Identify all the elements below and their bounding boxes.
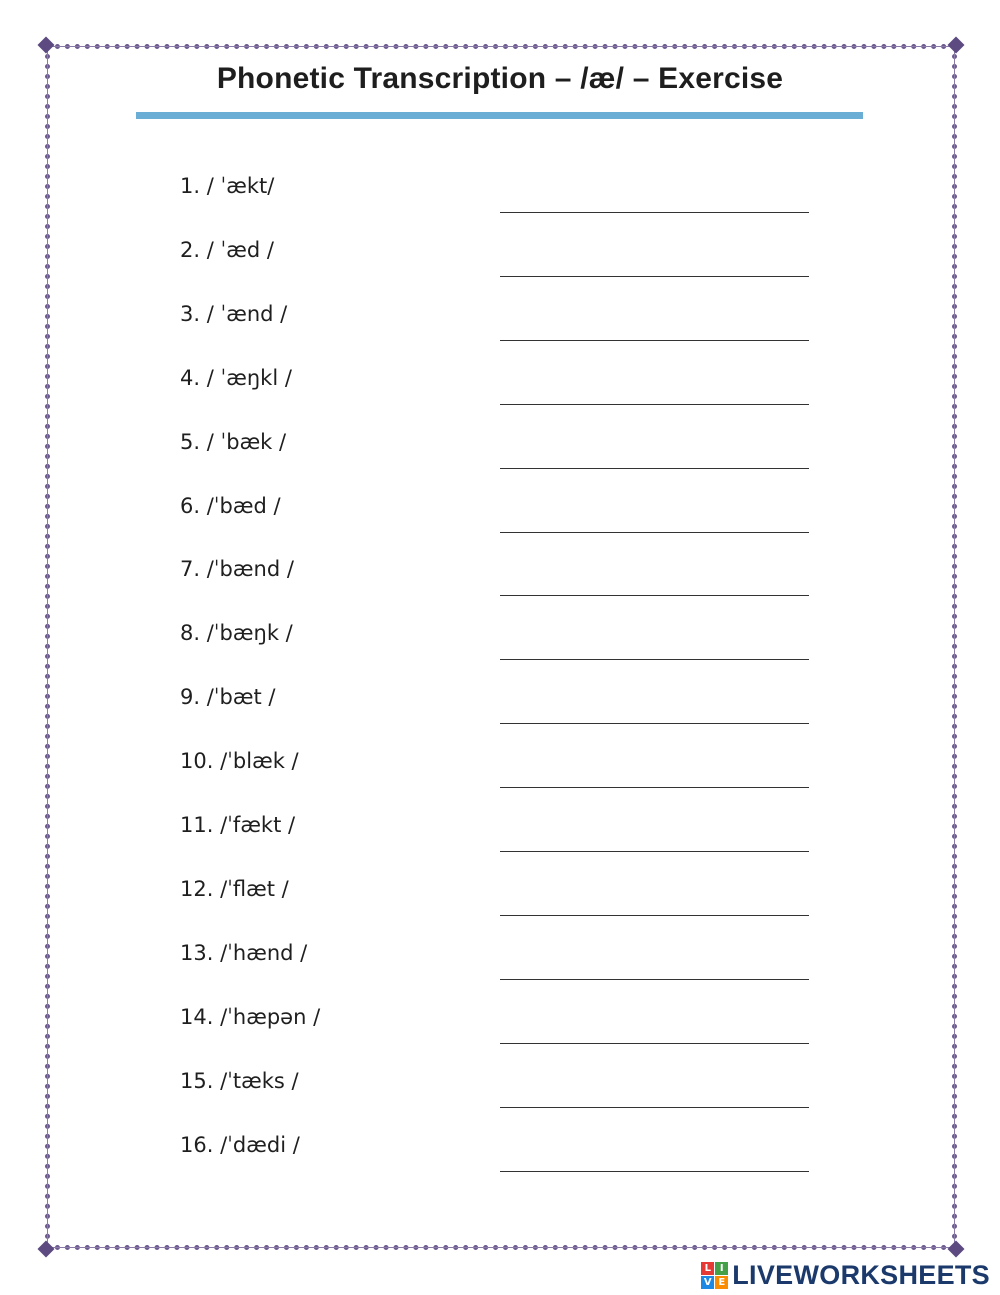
answer-field[interactable] <box>500 1083 809 1108</box>
liveworksheets-logo-icon <box>701 1262 728 1289</box>
exercise-row <box>180 1127 820 1167</box>
answer-field[interactable] <box>500 571 809 596</box>
exercise-row <box>180 807 820 847</box>
phonetic-prompt: 13. /ˈhænd / <box>180 941 308 965</box>
liveworksheets-brand <box>701 1258 990 1292</box>
exercise-row <box>180 424 820 464</box>
answer-field[interactable] <box>500 891 809 916</box>
phonetic-prompt: 5. / ˈbæk / <box>180 430 287 454</box>
answer-field[interactable] <box>500 763 809 788</box>
phonetic-prompt: 10. /ˈblæk / <box>180 749 299 773</box>
answer-field[interactable] <box>500 955 809 980</box>
answer-field[interactable] <box>500 444 809 469</box>
phonetic-prompt: 1. / ˈækt/ <box>180 174 275 198</box>
logo-letter: E <box>715 1276 728 1289</box>
exercise-row <box>180 999 820 1039</box>
answer-field[interactable] <box>500 699 809 724</box>
phonetic-prompt: 2. / ˈæd / <box>180 238 274 262</box>
answer-field[interactable] <box>500 635 809 660</box>
logo-letter: L <box>701 1262 714 1275</box>
worksheet-title: Phonetic Transcription – /æ/ – Exercise <box>216 62 784 95</box>
phonetic-prompt: 8. /ˈbæŋk / <box>180 621 293 645</box>
brand-name: LIVEWORKSHEETS <box>732 1259 990 1290</box>
exercise-row <box>180 615 820 655</box>
logo-letter: V <box>701 1276 714 1289</box>
exercise-row <box>180 679 820 719</box>
exercise-row <box>180 871 820 911</box>
exercise-row <box>180 488 820 528</box>
phonetic-prompt: 15. /ˈtæks / <box>180 1069 299 1093</box>
exercise-row <box>180 232 820 272</box>
exercise-row <box>180 935 820 975</box>
exercise-row <box>180 551 820 591</box>
phonetic-prompt: 14. /ˈhæpən / <box>180 1005 321 1029</box>
answer-field[interactable] <box>500 188 809 213</box>
phonetic-prompt: 6. /ˈbæd / <box>180 494 281 518</box>
logo-letter: I <box>715 1262 728 1275</box>
answer-field[interactable] <box>500 316 809 341</box>
phonetic-prompt: 7. /ˈbænd / <box>180 557 294 581</box>
exercise-row <box>180 743 820 783</box>
exercise-row <box>180 168 820 208</box>
phonetic-prompt: 9. /ˈbæt / <box>180 685 276 709</box>
answer-field[interactable] <box>500 380 809 405</box>
exercise-row <box>180 296 820 336</box>
answer-field[interactable] <box>500 1147 809 1172</box>
exercise-row <box>180 1063 820 1103</box>
answer-field[interactable] <box>500 252 809 277</box>
answer-field[interactable] <box>500 827 809 852</box>
phonetic-prompt: 16. /ˈdædi / <box>180 1133 300 1157</box>
phonetic-prompt: 3. / ˈænd / <box>180 302 288 326</box>
answer-field[interactable] <box>500 1019 809 1044</box>
phonetic-prompt: 12. /ˈflæt / <box>180 877 289 901</box>
title-underline <box>136 112 863 119</box>
answer-field[interactable] <box>500 508 809 533</box>
phonetic-prompt: 4. / ˈæŋkl / <box>180 366 292 390</box>
exercise-row <box>180 360 820 400</box>
phonetic-prompt: 11. /ˈfækt / <box>180 813 296 837</box>
